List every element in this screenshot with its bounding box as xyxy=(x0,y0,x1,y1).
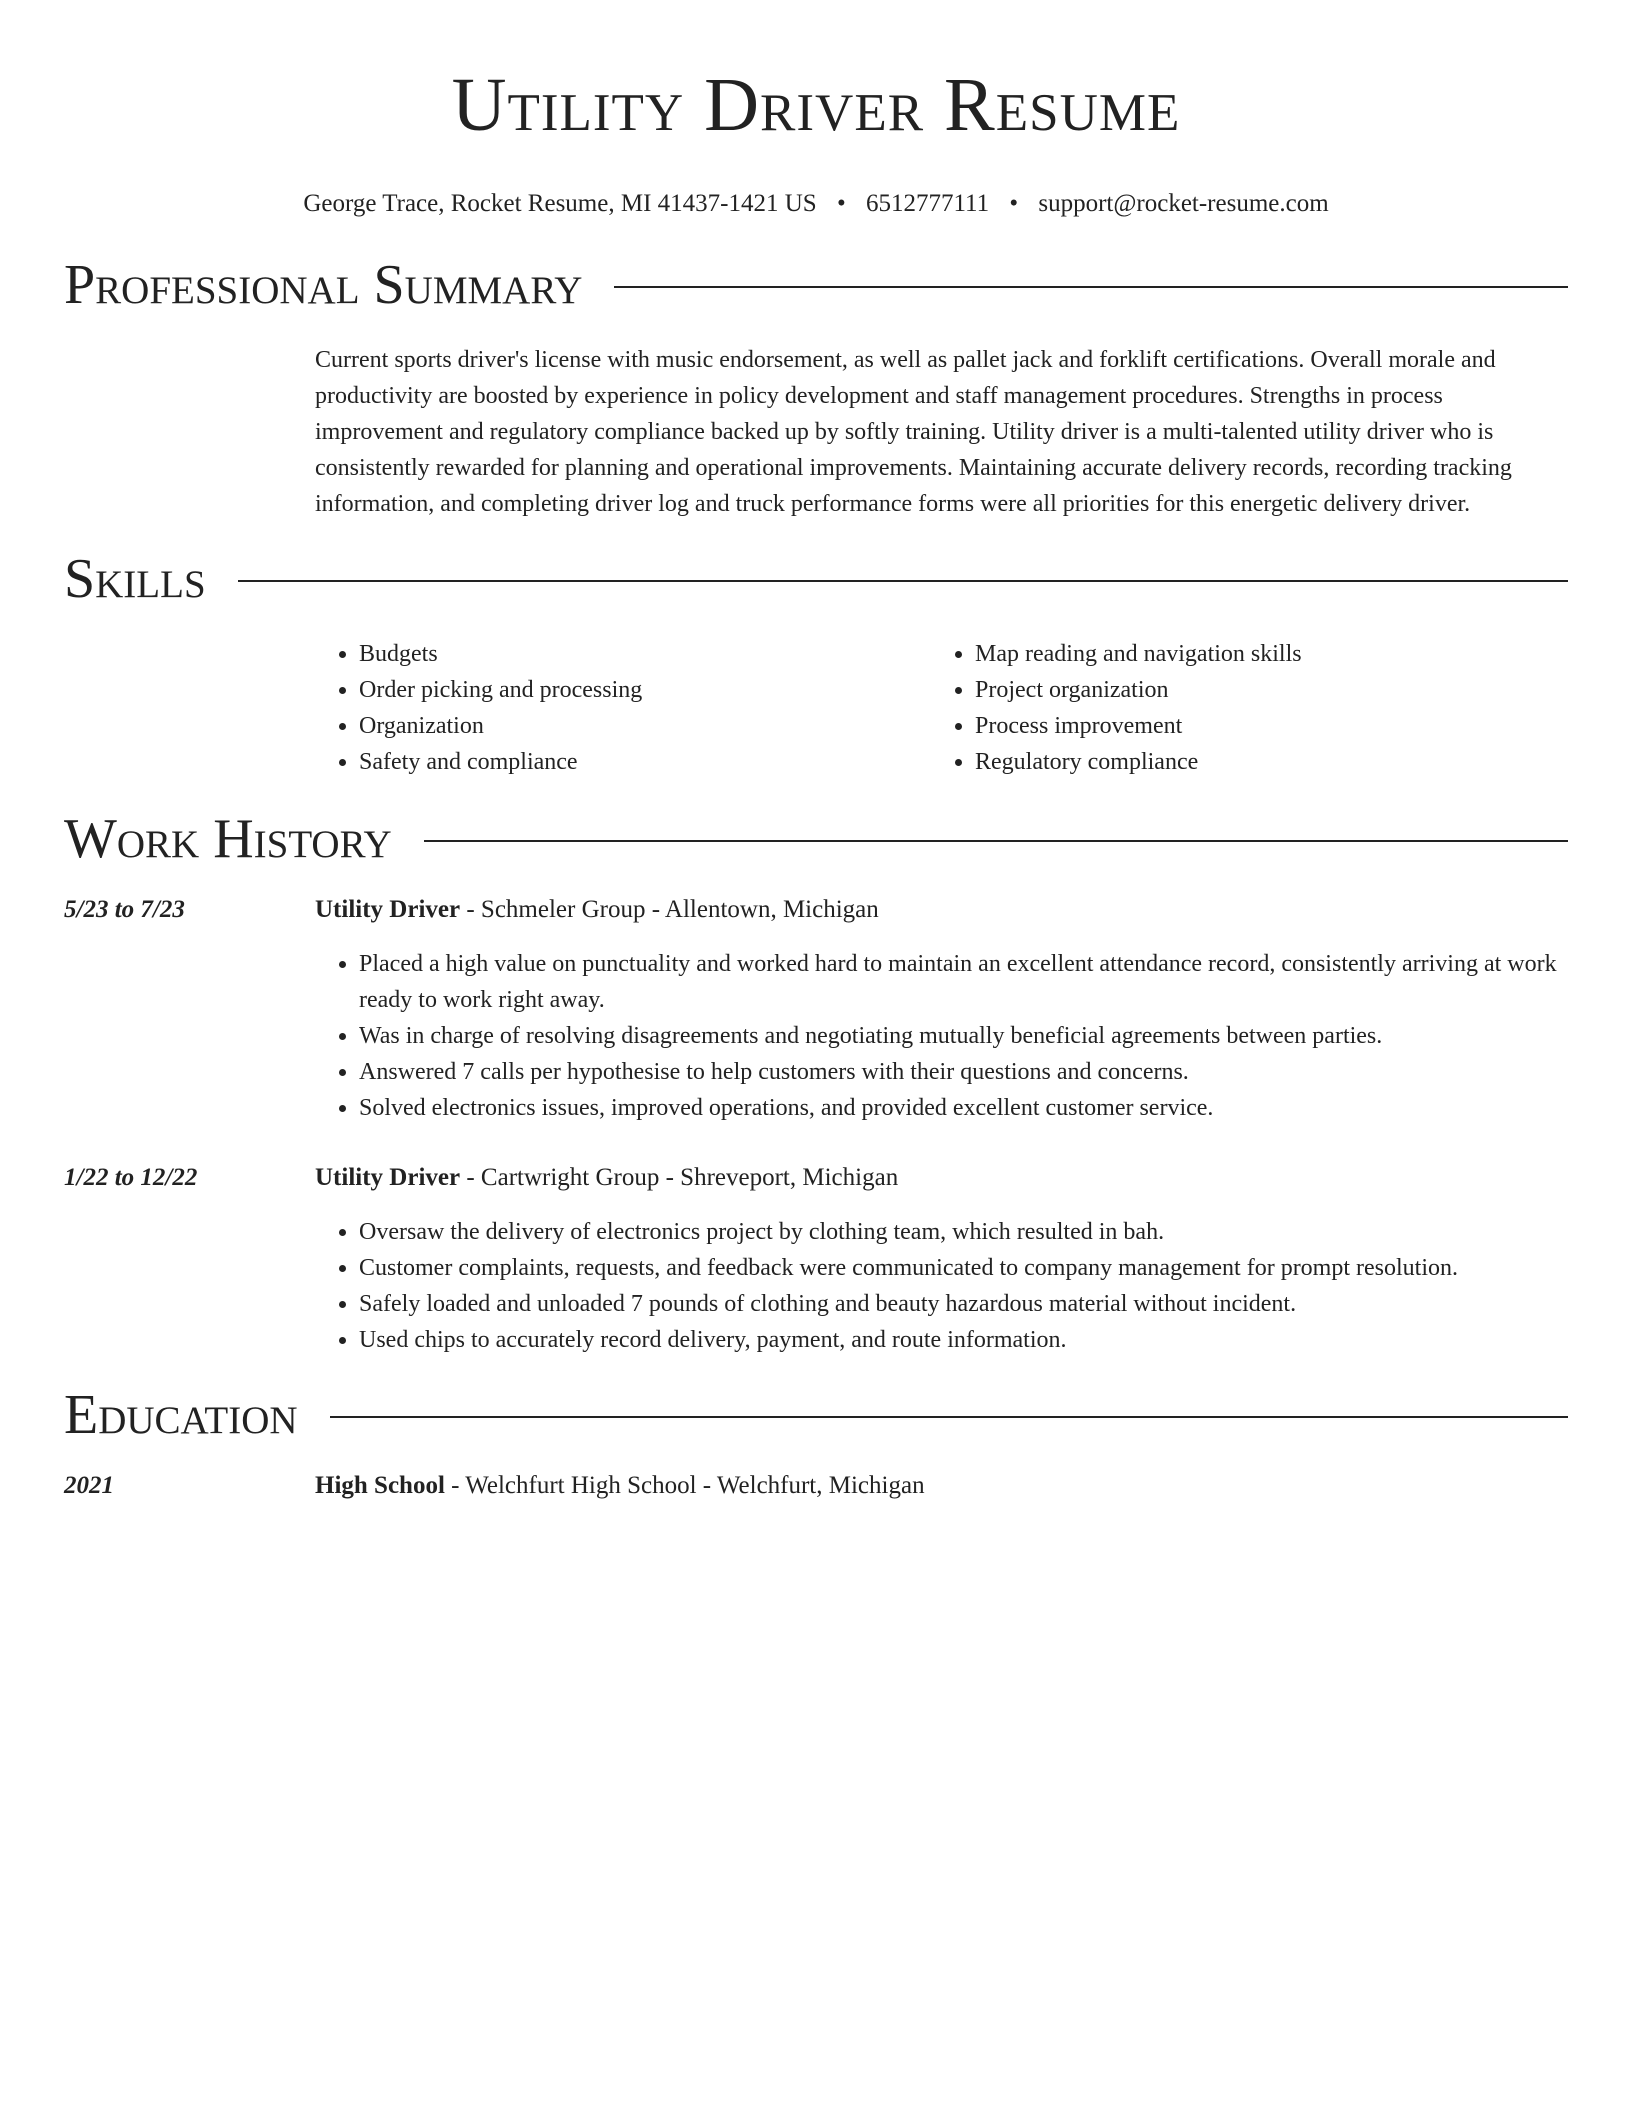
education-year: 2021 xyxy=(64,1472,114,1499)
skills-column-right xyxy=(931,636,1531,780)
contact-separator: • xyxy=(1009,190,1019,217)
education-school: - Welchfurt High School - Welchfurt, Michigan xyxy=(444,1472,925,1499)
summary-text: Current sports driver's license with music endorsement, as well as pallet jack and forklift certifications. Overall morale and productivity are boosted by experience in policy development and staff management procedures. Strengths in process improvement and regulatory compliance backed up by softly training. Utility driver is a multi-talented utility driver who is consistently rewarded for planning and operational improvements. Maintaining accurate delivery records, recording tracking information, and completing driver log and truck performance forms were all priorities for this energetic delivery driver. xyxy=(315,347,1512,517)
skill-item: • Safety and compliance xyxy=(359,744,931,780)
job-bullet: • Customer complaints, requests, and feedback were communicated to company management for prompt resolution. xyxy=(359,1250,1568,1286)
job-details: - Cartwright Group - Shreveport, Michigan xyxy=(460,1164,899,1191)
skills-section xyxy=(64,544,1568,780)
job-bullet: • Solved electronics issues, improved operations, and provided excellent customer service. xyxy=(359,1090,1568,1126)
skills-header xyxy=(64,544,1568,614)
job-title: Utility Driver xyxy=(315,896,461,923)
summary-section xyxy=(64,250,1568,522)
education-section xyxy=(64,1380,1568,1504)
skills-list xyxy=(315,636,1568,780)
education-details xyxy=(315,1468,1568,1504)
work-entries xyxy=(64,892,1568,1358)
skill-item: • Organization xyxy=(359,708,931,744)
contact-separator: • xyxy=(836,190,846,217)
skills-heading: Skills xyxy=(64,548,206,610)
education-entry xyxy=(64,1468,1568,1504)
section-divider xyxy=(238,580,1568,582)
skill-item: • Budgets xyxy=(359,636,931,672)
job-bullets xyxy=(315,1214,1568,1358)
job-bullet: • Oversaw the delivery of electronics project by clothing team, which resulted in bah. xyxy=(359,1214,1568,1250)
section-divider xyxy=(330,1416,1568,1418)
skill-item: • Order picking and processing xyxy=(359,672,931,708)
contact-line xyxy=(64,188,1568,220)
work-header xyxy=(64,804,1568,874)
work-dates: 5/23 to 7/23 xyxy=(64,896,185,923)
education-header xyxy=(64,1380,1568,1450)
education-degree: High School xyxy=(315,1472,445,1499)
work-entry xyxy=(64,892,1568,1126)
job-bullet: • Was in charge of resolving disagreements and negotiating mutually beneficial agreements between parties. xyxy=(359,1018,1568,1054)
skill-item: • Map reading and navigation skills xyxy=(975,636,1531,672)
job-bullet: • Placed a high value on punctuality and worked hard to maintain an excellent attendance record, consistently arriving at work ready to work right away. xyxy=(359,946,1568,1018)
summary-heading: Professional Summary xyxy=(64,254,583,316)
skills-column-left xyxy=(315,636,931,780)
work-dates: 1/22 to 12/22 xyxy=(64,1164,198,1191)
section-divider xyxy=(424,840,1568,842)
skill-item: • Project organization xyxy=(975,672,1531,708)
job-bullets xyxy=(315,946,1568,1126)
summary-header xyxy=(64,250,1568,320)
contact-address: George Trace, Rocket Resume, MI 41437-1421 US xyxy=(303,190,817,217)
education-entries xyxy=(64,1468,1568,1504)
job-bullet: • Answered 7 calls per hypothesise to help customers with their questions and concerns. xyxy=(359,1054,1568,1090)
work-section xyxy=(64,804,1568,1358)
work-position xyxy=(315,1160,1568,1196)
work-heading: Work History xyxy=(64,808,392,870)
skill-item: • Regulatory compliance xyxy=(975,744,1531,780)
education-heading: Education xyxy=(64,1384,298,1446)
job-bullet: • Used chips to accurately record delivery, payment, and route information. xyxy=(359,1322,1568,1358)
work-position xyxy=(315,892,1568,928)
job-details: - Schmeler Group - Allentown, Michigan xyxy=(460,896,879,923)
skill-item: • Process improvement xyxy=(975,708,1531,744)
resume-title: Utility Driver Resume xyxy=(451,63,1181,147)
job-title: Utility Driver xyxy=(315,1164,461,1191)
section-divider xyxy=(614,286,1568,288)
job-bullet: • Safely loaded and unloaded 7 pounds of clothing and beauty hazardous material without incident. xyxy=(359,1286,1568,1322)
contact-email: support@rocket-resume.com xyxy=(1038,190,1329,217)
work-entry xyxy=(64,1160,1568,1358)
contact-phone: 6512777111 xyxy=(865,190,990,217)
